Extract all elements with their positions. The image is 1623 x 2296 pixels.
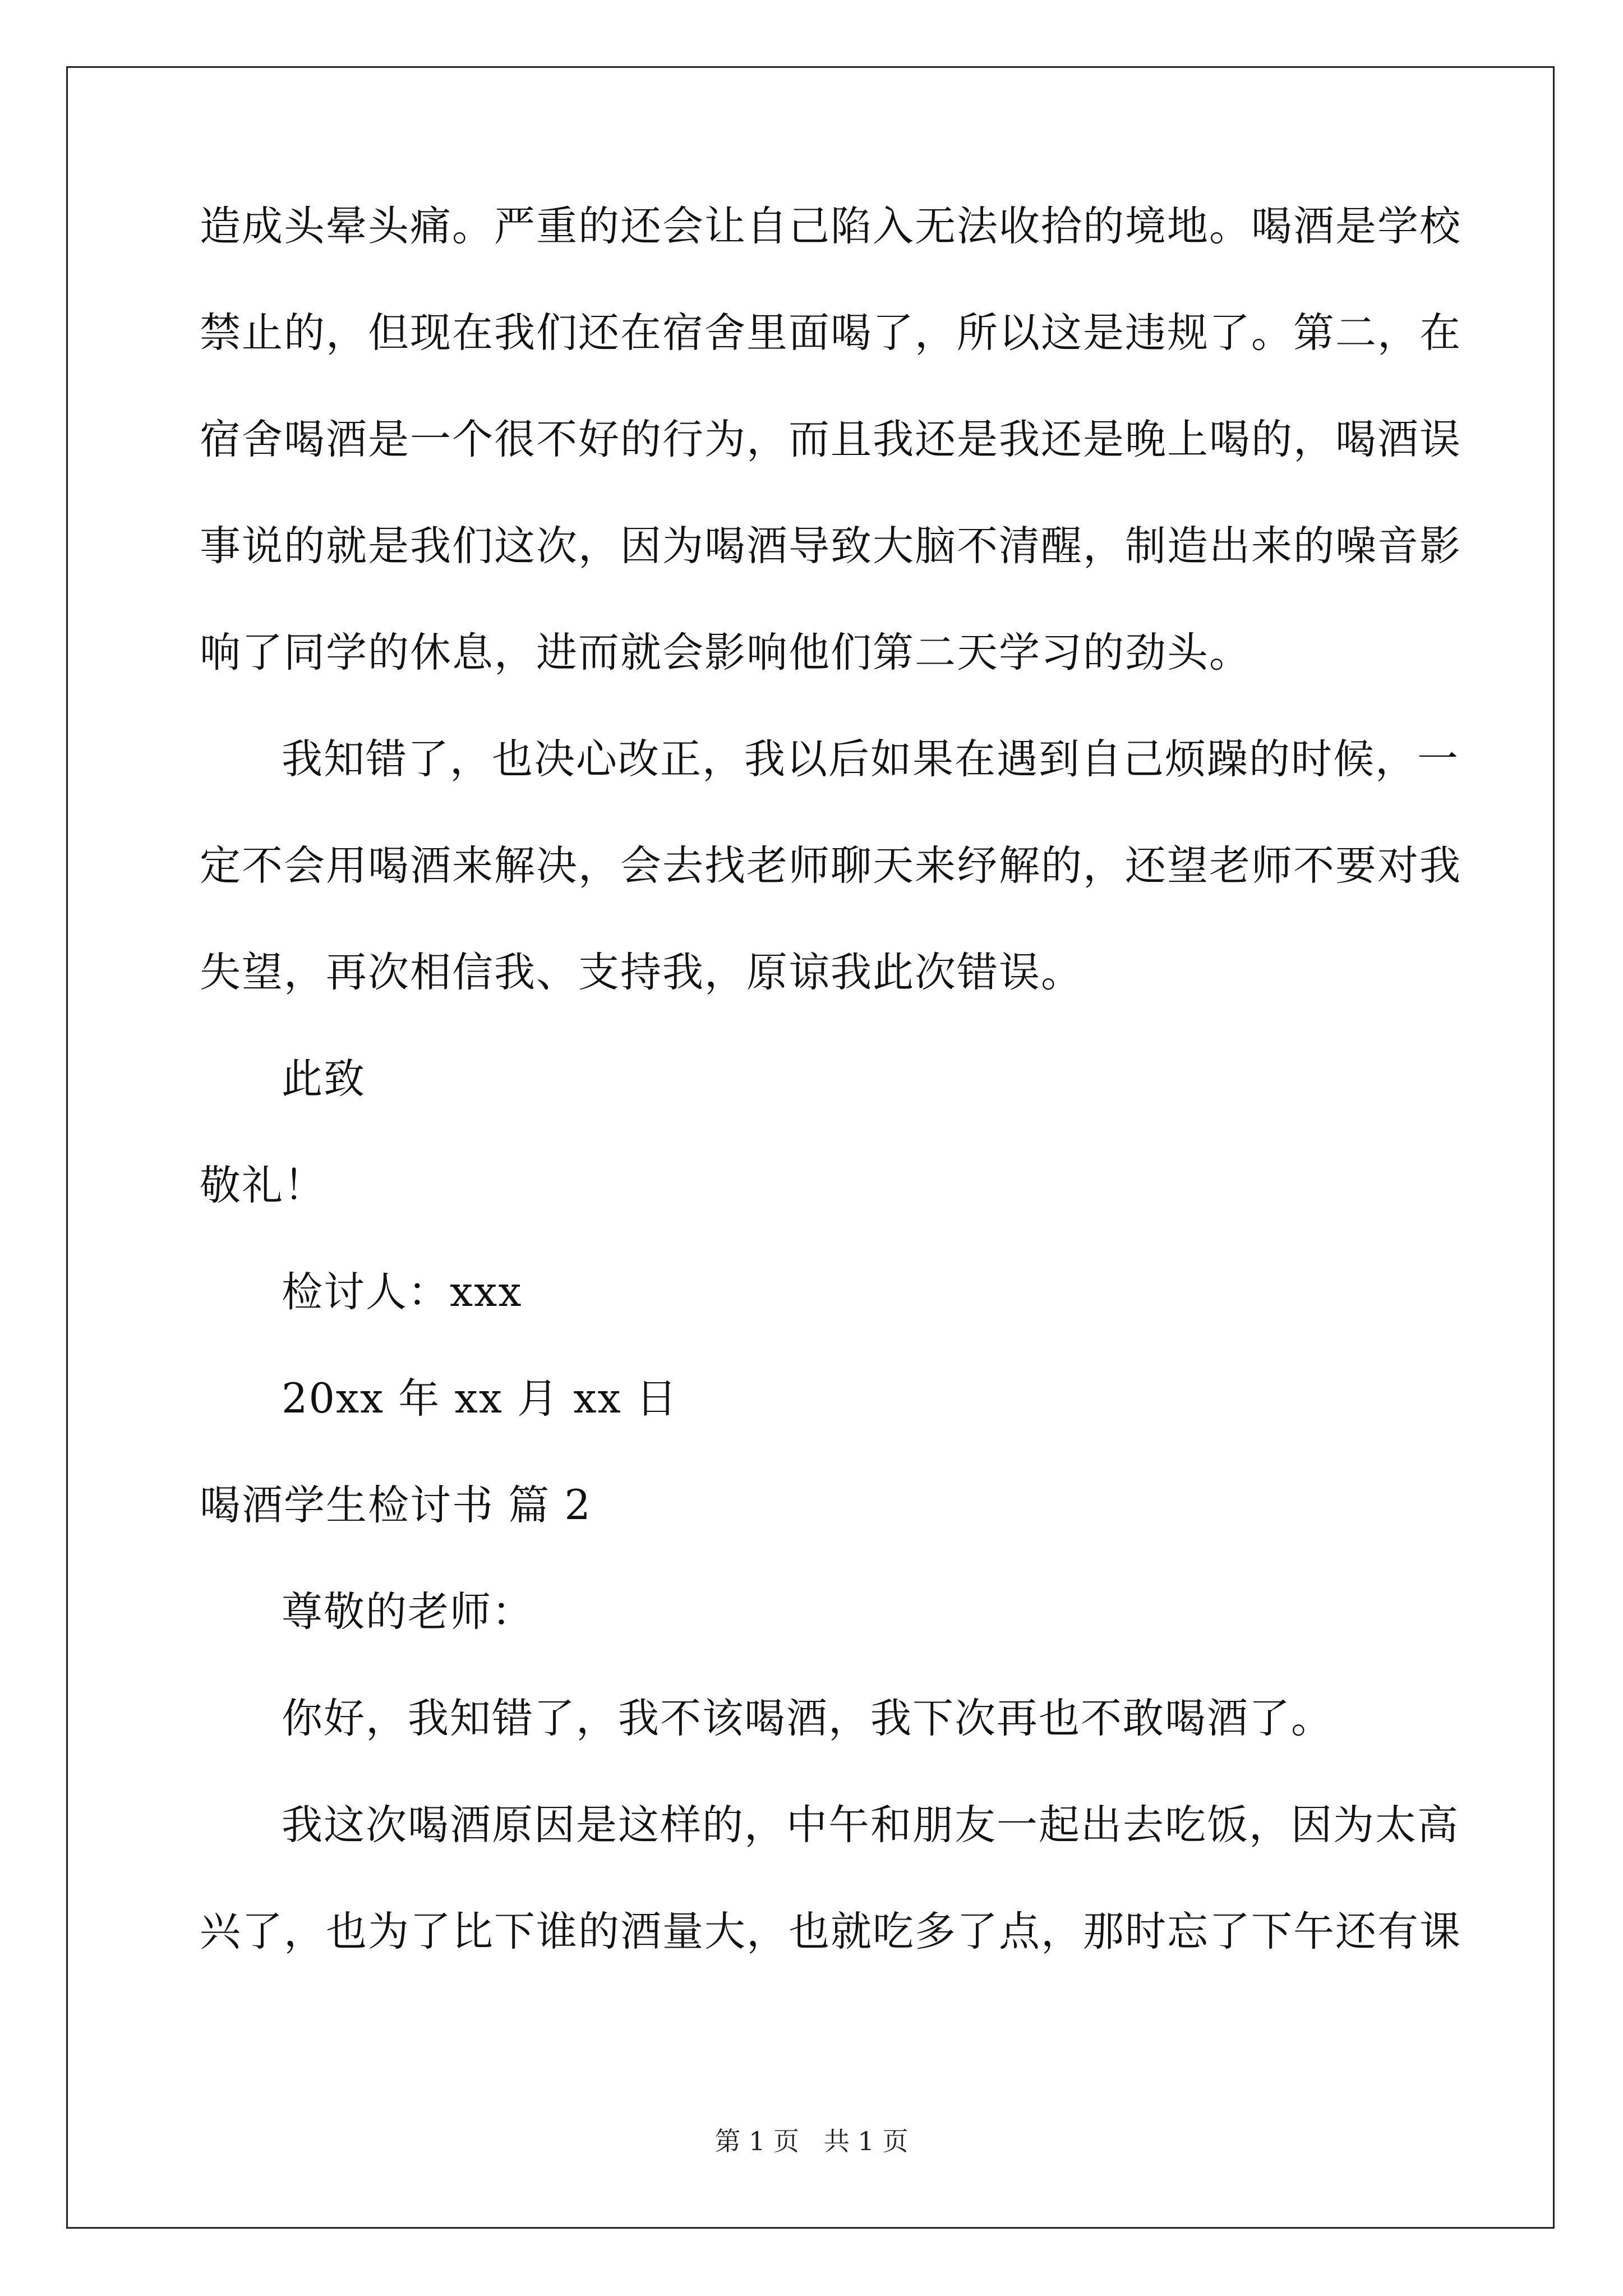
- date-line: 20xx 年 xx 月 xx 日: [282, 1375, 678, 1423]
- salutation-line: 此致: [282, 1055, 366, 1103]
- signer-line: 检讨人：xxx: [282, 1268, 523, 1316]
- text-line: 定不会用喝酒来解决，会去找老师聊天来纾解的，还望老师不要对我: [200, 842, 1461, 890]
- text-line: 我这次喝酒原因是这样的，中午和朋友一起出去吃饭，因为太高: [282, 1801, 1459, 1849]
- text-line: 造成头晕头痛。严重的还会让自己陷入无法收拾的境地。喝酒是学校: [200, 203, 1461, 250]
- greeting-line: 尊敬的老师：: [282, 1588, 534, 1636]
- page-total: 共 1 页: [824, 2126, 909, 2156]
- text-line: 我知错了，也决心改正，我以后如果在遇到自己烦躁的时候，一: [282, 735, 1459, 783]
- text-line: 宿舍喝酒是一个很不好的行为，而且我还是我还是晚上喝的，喝酒误: [200, 416, 1461, 463]
- closing-line: 敬礼！: [200, 1162, 326, 1209]
- page-number: 第 1 页: [714, 2126, 799, 2156]
- text-line: 事说的就是我们这次，因为喝酒导致大脑不清醒，制造出来的噪音影: [200, 522, 1461, 570]
- section-title: 喝酒学生检讨书 篇 2: [200, 1481, 592, 1529]
- text-line: 你好，我知错了，我不该喝酒，我下次再也不敢喝酒了。: [282, 1695, 1333, 1742]
- document-body: [200, 203, 1461, 2017]
- text-line: 禁止的，但现在我们还在宿舍里面喝了，所以这是违规了。第二，在: [200, 309, 1461, 357]
- text-line: 响了同学的休息，进而就会影响他们第二天学习的劲头。: [200, 629, 1251, 677]
- text-line: 兴了，也为了比下谁的酒量大，也就吃多了点，那时忘了下午还有课: [200, 1908, 1461, 1955]
- page-footer: [0, 2127, 1623, 2155]
- text-line: 失望，再次相信我、支持我，原谅我此次错误。: [200, 949, 1083, 996]
